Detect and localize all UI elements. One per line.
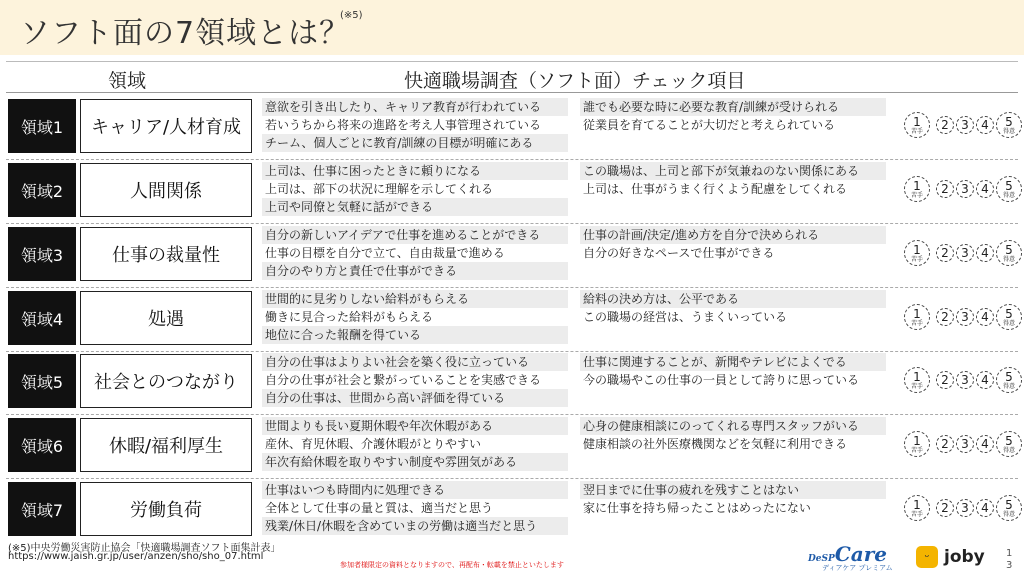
rating-number: 5: [1005, 369, 1013, 384]
care-premium-logo: [808, 542, 900, 572]
check-items-right: [580, 98, 886, 134]
rating-number: 4: [981, 373, 989, 387]
check-items-right: [580, 226, 886, 262]
rating-scale: [896, 175, 1018, 205]
rating-option-5[interactable]: [996, 495, 1022, 521]
check-item: 産休、育児休暇、介護休暇がとりやすい: [265, 437, 482, 451]
check-item: 心身の健康相談にのってくれる専門スタッフがいる: [580, 417, 886, 435]
rating-number: 2: [941, 246, 949, 260]
check-item: 全体として仕事の量と質は、適当だと思う: [265, 501, 494, 515]
check-item: 自分のやり方と責任で仕事ができる: [262, 262, 568, 280]
rating-scale: [896, 239, 1018, 269]
rating-option-4[interactable]: [976, 116, 994, 134]
rating-option-2[interactable]: [936, 308, 954, 326]
rating-option-5[interactable]: [996, 240, 1022, 266]
check-item: 世間的に見劣りしない給料がもらえる: [262, 290, 568, 308]
rating-option-1[interactable]: [904, 112, 930, 138]
page-number-digit-2: 3: [1006, 560, 1013, 571]
rating-option-4[interactable]: [976, 180, 994, 198]
rating-number: 3: [961, 246, 969, 260]
rating-caption: 得意: [1002, 255, 1015, 263]
domain-row: [6, 481, 1018, 539]
rating-number: 1: [913, 114, 921, 129]
rating-scale: [896, 494, 1018, 524]
rating-number: 4: [981, 310, 989, 324]
check-item: 家に仕事を持ち帰ったことはめったにない: [583, 501, 811, 515]
check-item: 誰でも必要な時に必要な教育/訓練が受けられる: [580, 98, 886, 116]
domain-name: 休暇/福利厚生: [80, 418, 252, 472]
domain-label: 領域6: [8, 418, 76, 472]
rating-option-3[interactable]: [956, 116, 974, 134]
check-item: 若いうちから将来の進路を考え人事管理されている: [265, 118, 542, 132]
rating-number: 4: [981, 182, 989, 196]
domain-row: [6, 417, 1018, 475]
source-note: (※5)中央労働災害防止協会「快適職場調査ソフト面集計表」: [8, 543, 281, 554]
rating-option-1[interactable]: [904, 176, 930, 202]
rating-number: 3: [961, 501, 969, 515]
check-item: 翌日までに仕事の疲れを残すことはない: [580, 481, 886, 499]
rating-caption: 得意: [1002, 191, 1015, 199]
rating-scale: [896, 303, 1018, 333]
domain-name: 労働負荷: [80, 482, 252, 536]
check-item: 今の職場やこの仕事の一員として誇りに思っている: [583, 373, 860, 387]
check-items-left: [262, 353, 568, 407]
rating-option-2[interactable]: [936, 435, 954, 453]
rating-caption: 苦手: [910, 446, 923, 454]
care-logo-word: Care: [834, 542, 887, 566]
domain-name: 処遇: [80, 291, 252, 345]
check-item: 従業員を育てることが大切だと考えられている: [583, 118, 836, 132]
check-item: 働きに見合った給料がもらえる: [265, 310, 434, 324]
check-item: チーム、個人ごとに教育/訓練の目標が明確にある: [262, 134, 568, 152]
care-logo-subtitle: ディアケア プレミアム: [822, 564, 893, 572]
domain-label: 領域7: [8, 482, 76, 536]
rating-number: 1: [913, 369, 921, 384]
check-items-left: [262, 226, 568, 280]
check-item: 仕事はいつも時間内に処理できる: [262, 481, 568, 499]
row-divider: [6, 287, 1018, 288]
rating-scale: [896, 430, 1018, 460]
rating-option-3[interactable]: [956, 435, 974, 453]
rating-option-2[interactable]: [936, 180, 954, 198]
rating-number: 1: [913, 306, 921, 321]
rating-number: 5: [1005, 433, 1013, 448]
rating-caption: 苦手: [910, 319, 923, 327]
rating-scale: [896, 366, 1018, 396]
rating-number: 2: [941, 437, 949, 451]
rating-caption: 苦手: [910, 191, 923, 199]
rating-option-2[interactable]: [936, 116, 954, 134]
check-item: 世間よりも長い夏期休暇や年次休暇がある: [262, 417, 568, 435]
check-item: 自分の新しいアイデアで仕事を進めることができる: [262, 226, 568, 244]
items-column-header: 快適職場調査（ソフト面）チェック項目: [404, 70, 746, 92]
rating-number: 1: [913, 433, 921, 448]
rating-caption: 苦手: [910, 382, 923, 390]
check-item: 残業/休日/休暇を含めていまの労働は適当だと思う: [262, 517, 568, 535]
rating-number: 2: [941, 310, 949, 324]
check-items-left: [262, 417, 568, 471]
check-items-right: [580, 353, 886, 389]
domain-row: [6, 290, 1018, 348]
rating-option-2[interactable]: [936, 499, 954, 517]
source-url[interactable]: https://www.jaish.gr.jp/user/anzen/sho/sho_07.html: [8, 551, 264, 562]
joby-logo: [916, 546, 986, 570]
care-logo-prefix: DeSP: [808, 554, 835, 564]
rating-number: 4: [981, 501, 989, 515]
domain-row: [6, 98, 1018, 156]
rating-option-5[interactable]: [996, 431, 1022, 457]
rating-option-5[interactable]: [996, 304, 1022, 330]
domain-row: [6, 226, 1018, 284]
rating-number: 3: [961, 310, 969, 324]
rating-option-5[interactable]: [996, 367, 1022, 393]
rating-number: 2: [941, 373, 949, 387]
check-items-left: [262, 162, 568, 216]
rating-number: 4: [981, 118, 989, 132]
domain-row: [6, 162, 1018, 220]
domain-label: 領域1: [8, 99, 76, 153]
rating-option-1[interactable]: [904, 431, 930, 457]
rating-option-1[interactable]: [904, 240, 930, 266]
check-item: 年次有給休暇を取りやすい制度や雰囲気がある: [262, 453, 568, 471]
redistribution-warning: 参加者様限定の資料となりますので、再配布・転載を禁止といたします: [340, 561, 564, 569]
rating-option-3[interactable]: [956, 180, 974, 198]
joby-logo-text: joby: [944, 547, 985, 567]
rating-caption: 苦手: [910, 127, 923, 135]
rating-caption: 得意: [1002, 127, 1015, 135]
check-item: 上司は、仕事に困ったときに頼りになる: [262, 162, 568, 180]
check-item: この職場は、上司と部下が気兼ねのない関係にある: [580, 162, 886, 180]
domain-column-header: 領域: [108, 70, 147, 92]
page-number: [1006, 548, 1012, 572]
check-item: 自分の仕事は、世間から高い評価を得ている: [262, 389, 568, 407]
check-items-right: [580, 481, 886, 517]
rating-number: 5: [1005, 114, 1013, 129]
check-items-left: [262, 98, 568, 152]
check-item: 上司は、仕事がうまく行くよう配慮をしてくれる: [583, 182, 848, 196]
title-footnote-ref: (※5): [340, 10, 363, 21]
rating-caption: 得意: [1002, 446, 1015, 454]
check-item: 自分の好きなペースで仕事ができる: [583, 246, 775, 260]
rating-number: 5: [1005, 306, 1013, 321]
check-item: 自分の仕事が社会と繋がっていることを実感できる: [265, 373, 542, 387]
rating-option-4[interactable]: [976, 435, 994, 453]
rating-number: 5: [1005, 497, 1013, 512]
rating-option-1[interactable]: [904, 367, 930, 393]
domain-label: 領域5: [8, 354, 76, 408]
row-divider: [6, 223, 1018, 224]
rating-option-5[interactable]: [996, 112, 1022, 138]
rating-number: 1: [913, 497, 921, 512]
check-item: 仕事に関連することが、新聞やテレビによくでる: [580, 353, 886, 371]
rating-option-3[interactable]: [956, 308, 974, 326]
rating-option-3[interactable]: [956, 371, 974, 389]
check-items-left: [262, 290, 568, 344]
rating-option-1[interactable]: [904, 304, 930, 330]
rating-caption: 得意: [1002, 382, 1015, 390]
check-item: 上司や同僚と気軽に話ができる: [262, 198, 568, 216]
check-items-right: [580, 417, 886, 453]
rating-option-4[interactable]: [976, 308, 994, 326]
row-divider: [6, 414, 1018, 415]
domain-row: [6, 353, 1018, 411]
check-items-right: [580, 162, 886, 198]
rating-number: 3: [961, 437, 969, 451]
domain-name: 仕事の裁量性: [80, 227, 252, 281]
row-divider: [6, 478, 1018, 479]
joby-smile-icon: ᵕ: [916, 546, 938, 568]
check-item: 上司は、部下の状況に理解を示してくれる: [265, 182, 494, 196]
rating-option-3[interactable]: [956, 244, 974, 262]
check-item: 健康相談の社外医療機関などを気軽に利用できる: [583, 437, 848, 451]
rating-scale: [896, 111, 1018, 141]
domain-name: 社会とのつながり: [80, 354, 252, 408]
rating-option-4[interactable]: [976, 244, 994, 262]
check-items-right: [580, 290, 886, 326]
check-items-left: [262, 481, 568, 535]
rating-option-4[interactable]: [976, 499, 994, 517]
rating-number: 5: [1005, 178, 1013, 193]
rating-number: 3: [961, 373, 969, 387]
rating-number: 2: [941, 118, 949, 132]
header-divider: [6, 92, 1018, 93]
rating-number: 4: [981, 246, 989, 260]
domain-name: キャリア/人材育成: [80, 99, 252, 153]
check-item: この職場の経営は、うまくいっている: [583, 310, 788, 324]
rating-option-2[interactable]: [936, 244, 954, 262]
rating-caption: 得意: [1002, 510, 1015, 518]
rating-number: 1: [913, 242, 921, 257]
page-title: ソフト面の7領域とは？: [20, 16, 351, 51]
rating-caption: 苦手: [910, 510, 923, 518]
rating-option-1[interactable]: [904, 495, 930, 521]
row-divider: [6, 159, 1018, 160]
check-item: 仕事の計画/決定/進め方を自分で決められる: [580, 226, 886, 244]
rating-option-5[interactable]: [996, 176, 1022, 202]
domain-name: 人間関係: [80, 163, 252, 217]
check-item: 地位に合った報酬を得ている: [262, 326, 568, 344]
check-item: 給料の決め方は、公平である: [580, 290, 886, 308]
rating-number: 1: [913, 178, 921, 193]
page-number-digit-1: 1: [1006, 548, 1013, 559]
top-divider: [6, 61, 1018, 62]
rating-number: 3: [961, 182, 969, 196]
row-divider: [6, 351, 1018, 352]
check-item: 意欲を引き出したり、キャリア教育が行われている: [262, 98, 568, 116]
rating-number: 5: [1005, 242, 1013, 257]
rating-number: 3: [961, 118, 969, 132]
check-item: 自分の仕事はよりよい社会を築く役に立っている: [262, 353, 568, 371]
check-item: 仕事の目標を自分で立て、自由裁量で進める: [265, 246, 505, 260]
domain-label: 領域3: [8, 227, 76, 281]
domain-label: 領域2: [8, 163, 76, 217]
rating-number: 2: [941, 501, 949, 515]
rating-option-4[interactable]: [976, 371, 994, 389]
rating-caption: 得意: [1002, 319, 1015, 327]
rating-option-2[interactable]: [936, 371, 954, 389]
rating-option-3[interactable]: [956, 499, 974, 517]
rating-number: 2: [941, 182, 949, 196]
domain-label: 領域4: [8, 291, 76, 345]
rating-number: 4: [981, 437, 989, 451]
rating-caption: 苦手: [910, 255, 923, 263]
